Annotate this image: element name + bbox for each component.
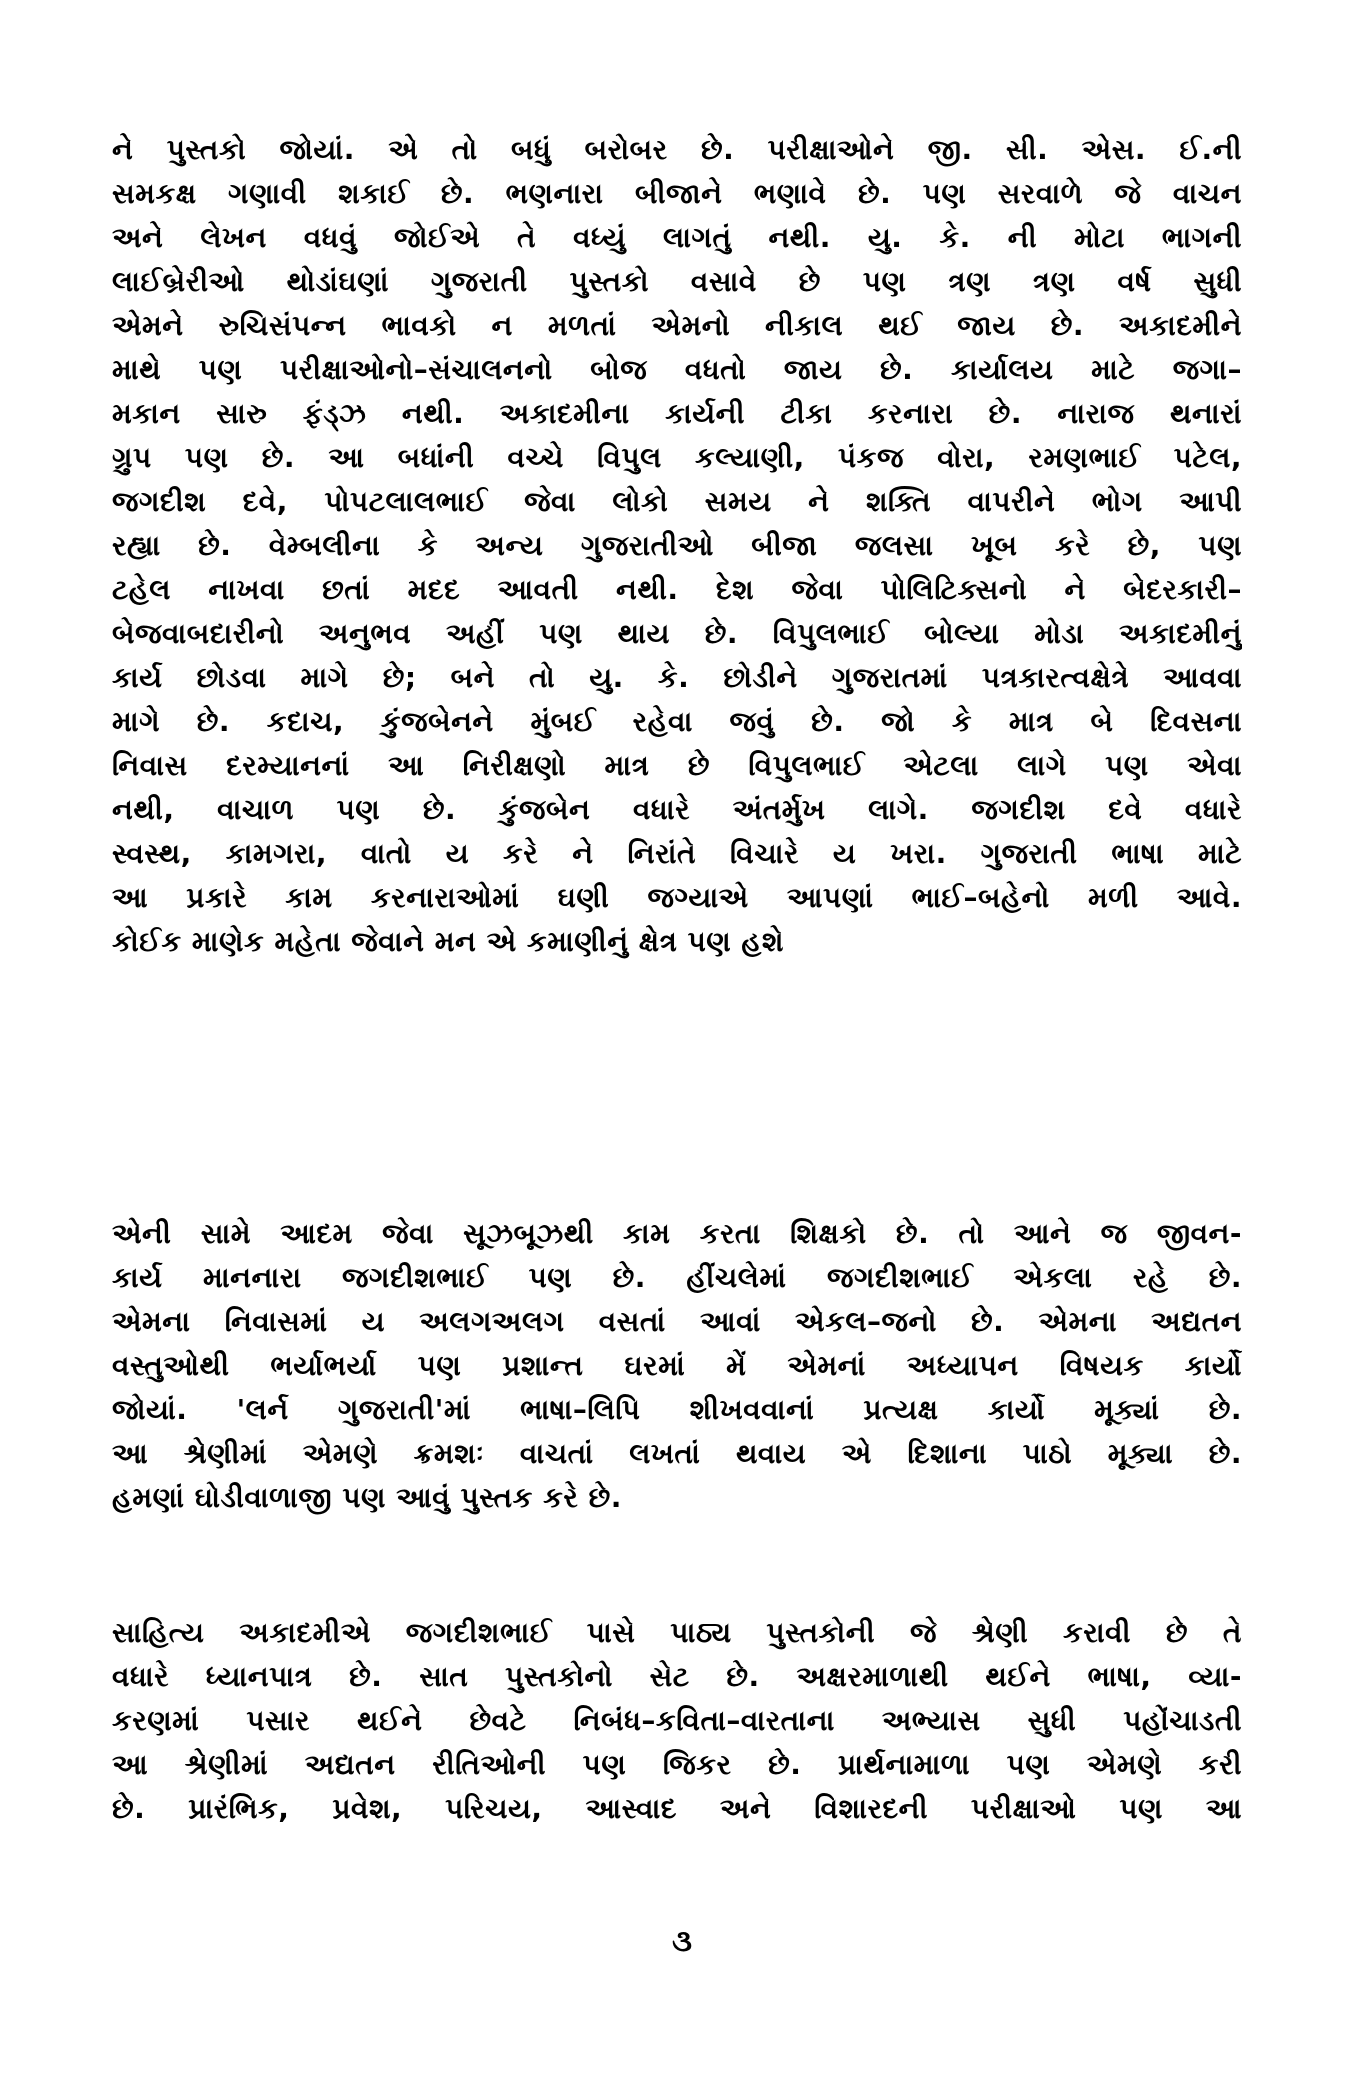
text-line: વધારે ધ્યાનપાત્ર છે. સાત પુસ્તકોનો સેટ છે. અક્ષરમાળાથી થઈને ભાષા, વ્યા- (112, 1660, 1242, 1693)
text-line: ગ્રુપ પણ છે. આ બધાંની વચ્ચે વિપુલ કલ્યાણી, પંકજ વોરા, રમણભાઈ પટેલ, (112, 441, 1242, 474)
text-line: નિવાસ દરમ્યાનનાં આ નિરીક્ષણો માત્ર છે વિપુલભાઈ એટલા લાગે પણ એવા (112, 749, 1242, 782)
text-line: હમણાં ઘોડીવાળાજી પણ આવું પુસ્તક કરે છે. (112, 1481, 622, 1514)
text-line: સમકક્ષ ગણાવી શકાઈ છે. ભણનારા બીજાને ભણાવે છે. પણ સરવાળે જે વાચન (112, 177, 1242, 210)
text-line: એમના નિવાસમાં ય અલગઅલગ વસતાં આવાં એકલ–જનો છે. એમના અદ્યતન (112, 1305, 1242, 1338)
text-line: આ શ્રેણીમાં એમણે ક્રમશઃ વાચતાં લખતાં થવાય એ દિશાના પાઠો મૂક્યા છે. (112, 1437, 1242, 1470)
text-line: બેજવાબદારીનો અનુભવ અહીં પણ થાય છે. વિપુલભાઈ બોલ્યા મોડા અકાદમીનું (112, 617, 1242, 650)
text-line: એમને રુચિસંપન્ન ભાવકો ન મળતાં એમનો નીકાલ થઈ જાય છે. અકાદમીને (112, 309, 1242, 342)
text-line: વસ્તુઓથી ભર્યાભર્યા પણ પ્રશાન્ત ઘરમાં મેં એમનાં અધ્યાપન વિષયક કાર્યો (112, 1349, 1242, 1382)
text-line: એની સામે આદમ જેવા સૂઝબૂઝથી કામ કરતા શિક્ષકો છે. તો આને જ જીવન- (112, 1217, 1242, 1250)
text-line: કોઈક માણેક મહેતા જેવાને મન એ કમાણીનું ક્ષેત્ર પણ હશે (112, 925, 784, 958)
text-line: નથી, વાચાળ પણ છે. કુંજબેન વધારે અંતર્મુખ લાગે. જગદીશ દવે વધારે (112, 793, 1242, 826)
text-line: સ્વસ્થ, કામગરા, વાતો ય કરે ને નિરાંતે વિચારે ય ખરા. ગુજરાતી ભાષા માટે (112, 837, 1242, 870)
paragraph-2 (112, 1212, 1242, 1520)
text-line: લાઈબ્રેરીઓ થોડાંઘણાં ગુજરાતી પુસ્તકો વસાવે છે પણ ત્રણ ત્રણ વર્ષ સુધી (112, 265, 1242, 298)
text-line: અને લેખન વધવું જોઈએ તે વધ્યું લાગતું નથી. યુ. કે. ની મોટા ભાગની (112, 221, 1242, 254)
text-line: જોયાં. 'લર્ન ગુજરાતી'માં ભાષા–લિપિ શીખવવાનાં પ્રત્યક્ષ કાર્યો મૂક્યાં છે. (112, 1393, 1242, 1426)
text-line: ને પુસ્તકો જોયાં. એ તો બધું બરોબર છે. પરીક્ષાઓને જી. સી. એસ. ઈ.ની (112, 133, 1242, 166)
text-line: માગે છે. કદાચ, કુંજબેનને મુંબઈ રહેવા જવું છે. જો કે માત્ર બે દિવસના (112, 705, 1242, 738)
text-line: કાર્ય છોડવા માગે છે; બને તો યુ. કે. છોડીને ગુજરાતમાં પત્રકારત્વક્ષેત્રે આવવા (112, 661, 1242, 694)
text-line: છે. પ્રારંભિક, પ્રવેશ, પરિચય, આસ્વાદ અને વિશારદની પરીક્ષાઓ પણ આ (112, 1792, 1242, 1825)
paragraph-1 (112, 128, 1242, 964)
paragraph-3 (112, 1611, 1242, 1831)
text-line: મકાન સારુ ફંડ્ઝ નથી. અકાદમીના કાર્યની ટીકા કરનારા છે. નારાજ થનારાં (112, 397, 1242, 430)
text-line: ટહેલ નાખવા છતાં મદદ આવતી નથી. દેશ જેવા પોલિટિક્સનો ને બેદરકારી– (112, 573, 1242, 606)
text-line: સાહિત્ય અકાદમીએ જગદીશભાઈ પાસે પાઠ્ય પુસ્તકોની જે શ્રેણી કરાવી છે તે (112, 1616, 1242, 1649)
text-line: કાર્ય માનનારા જગદીશભાઈ પણ છે. હીંચલેમાં જગદીશભાઈ એકલા રહે છે. (112, 1261, 1242, 1294)
text-line: આ શ્રેણીમાં અદ્યતન રીતિઓની પણ જિકર છે. પ્રાર્થનામાળા પણ એમણે કરી (112, 1748, 1242, 1781)
text-line: રહ્યા છે. વેમ્બલીના કે અન્ય ગુજરાતીઓ બીજા જલસા ખૂબ કરે છે, પણ (112, 529, 1242, 562)
page-number: ૩ (672, 1924, 692, 1959)
text-line: જગદીશ દવે, પોપટલાલભાઈ જેવા લોકો સમય ને શક્તિ વાપરીને ભોગ આપી (112, 485, 1242, 518)
text-line: કરણમાં પસાર થઈને છેવટે નિબંધ–કવિતા–વારતાના અભ્યાસ સુધી પહોંચાડતી (112, 1704, 1242, 1737)
text-line: માથે પણ પરીક્ષાઓનો–સંચાલનનો બોજ વધતો જાય છે. કાર્યાલય માટે જગા– (112, 353, 1242, 386)
text-line: આ પ્રકારે કામ કરનારાઓમાં ઘણી જગ્યાએ આપણાં ભાઈ–બહેનો મળી આવે. (112, 881, 1242, 914)
